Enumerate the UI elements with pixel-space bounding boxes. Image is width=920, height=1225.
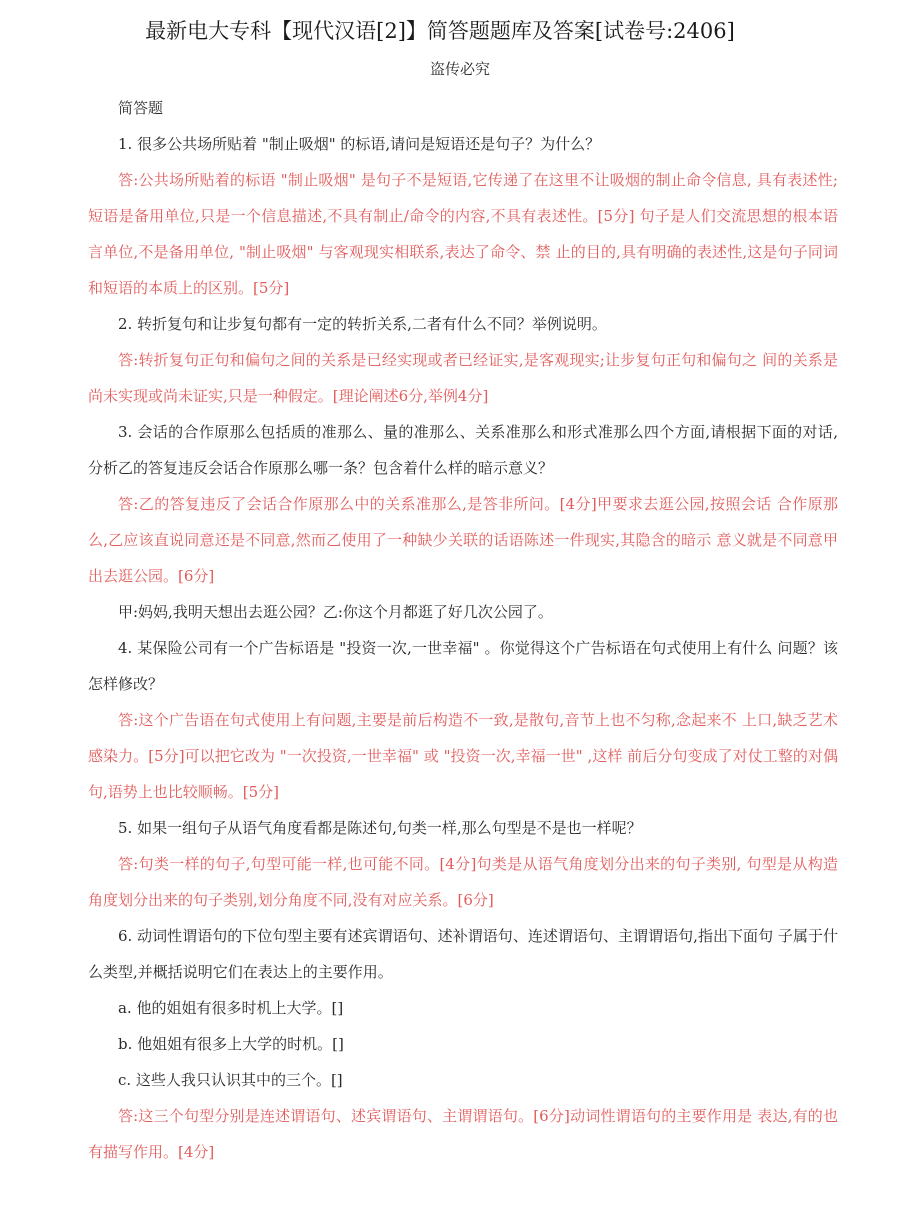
answer-6: 答:这三个句型分别是连述谓语句、述宾谓语句、主谓谓语句。[6分]动词性谓语句的主要作用是 表达,有的也有描写作用。[4分]	[88, 1107, 838, 1161]
question-2: 2. 转折复句和让步复句都有一定的转折关系,二者有什么不同？举例说明。	[118, 315, 607, 333]
dialogue: 甲:妈妈,我明天想出去逛公园？乙:你这个月都逛了好几次公园了。	[118, 603, 553, 621]
answer-3: 答:乙的答复违反了会话合作原那么中的关系准那么,是答非所问。[4分]甲要求去逛公园,按照会话 合作原那么,乙应该直说同意还是不同意,然而乙使用了一种缺少关联的话语陈述一件现实,其隐含的暗示 意义就是不同意甲出去逛公园。[6分]	[88, 495, 838, 585]
document-body	[88, 90, 838, 1170]
question-6: 6. 动词性谓语句的下位句型主要有述宾谓语句、述补谓语句、连述谓语句、主谓谓语句,指出下面句 子属于什么类型,并概括说明它们在表达上的主要作用。	[88, 927, 838, 981]
option-b: b. 他姐姐有很多上大学的时机。[]	[118, 1035, 344, 1053]
answer-2: 答:转折复句正句和偏句之间的关系是已经实现或者已经证实,是客观现实;让步复句正句和偏句之 间的关系是尚未实现或尚未证实,只是一种假定。[理论阐述6分,举例4分]	[88, 351, 838, 405]
option-c: c. 这些人我只认识其中的三个。[]	[118, 1071, 343, 1089]
answer-1: 答:公共场所贴着的标语 "制止吸烟" 是句子不是短语,它传递了在这里不让吸烟的制止命令信息, 具有表述性;短语是备用单位,只是一个信息描述,不具有制止/命令的内容,不具有表述性。[5分] 句子是人们交流思想的根本语言单位,不是备用单位, "制止吸烟" 与客观现实相联系,表达了命令、禁 止的目的,具有明确的表述性,这是句子同词和短语的本质上的区别。[5分]	[88, 171, 838, 297]
section-heading: 简答题	[118, 99, 164, 117]
option-a: a. 他的姐姐有很多时机上大学。[]	[118, 999, 344, 1017]
answer-4: 答:这个广告语在句式使用上有问题,主要是前后构造不一致,是散句,音节上也不匀称,念起来不 上口,缺乏艺术感染力。[5分]可以把它改为 "一次投资,一世幸福" 或 "投资一次,幸福一世" ,这样 前后分句变成了对仗工整的对偶句,语势上也比较顺畅。[5分]	[88, 711, 838, 801]
page-title: 最新电大专科【现代汉语[2]】简答题题库及答案[试卷号:2406]	[145, 19, 735, 43]
question-5: 5. 如果一组句子从语气角度看都是陈述句,句类一样,那么句型是不是也一样呢？	[118, 819, 642, 837]
question-1: 1. 很多公共场所贴着 "制止吸烟" 的标语,请问是短语还是句子？为什么？	[118, 135, 601, 153]
page-subtitle: 盗传必究	[429, 60, 490, 78]
question-3: 3. 会话的合作原那么包括质的准那么、量的准那么、关系准那么和形式准那么四个方面,请根据下面的对话, 分析乙的答复违反会话合作原那么哪一条？包含着什么样的暗示意义？	[88, 423, 838, 477]
question-4: 4. 某保险公司有一个广告标语是 "投资一次,一世幸福" 。你觉得这个广告标语在句式使用上有什么 问题？该怎样修改？	[88, 639, 838, 693]
answer-5: 答:句类一样的句子,句型可能一样,也可能不同。[4分]句类是从语气角度划分出来的句子类别, 句型是从构造角度划分出来的句子类别,划分角度不同,没有对应关系。[6分]	[88, 855, 838, 909]
